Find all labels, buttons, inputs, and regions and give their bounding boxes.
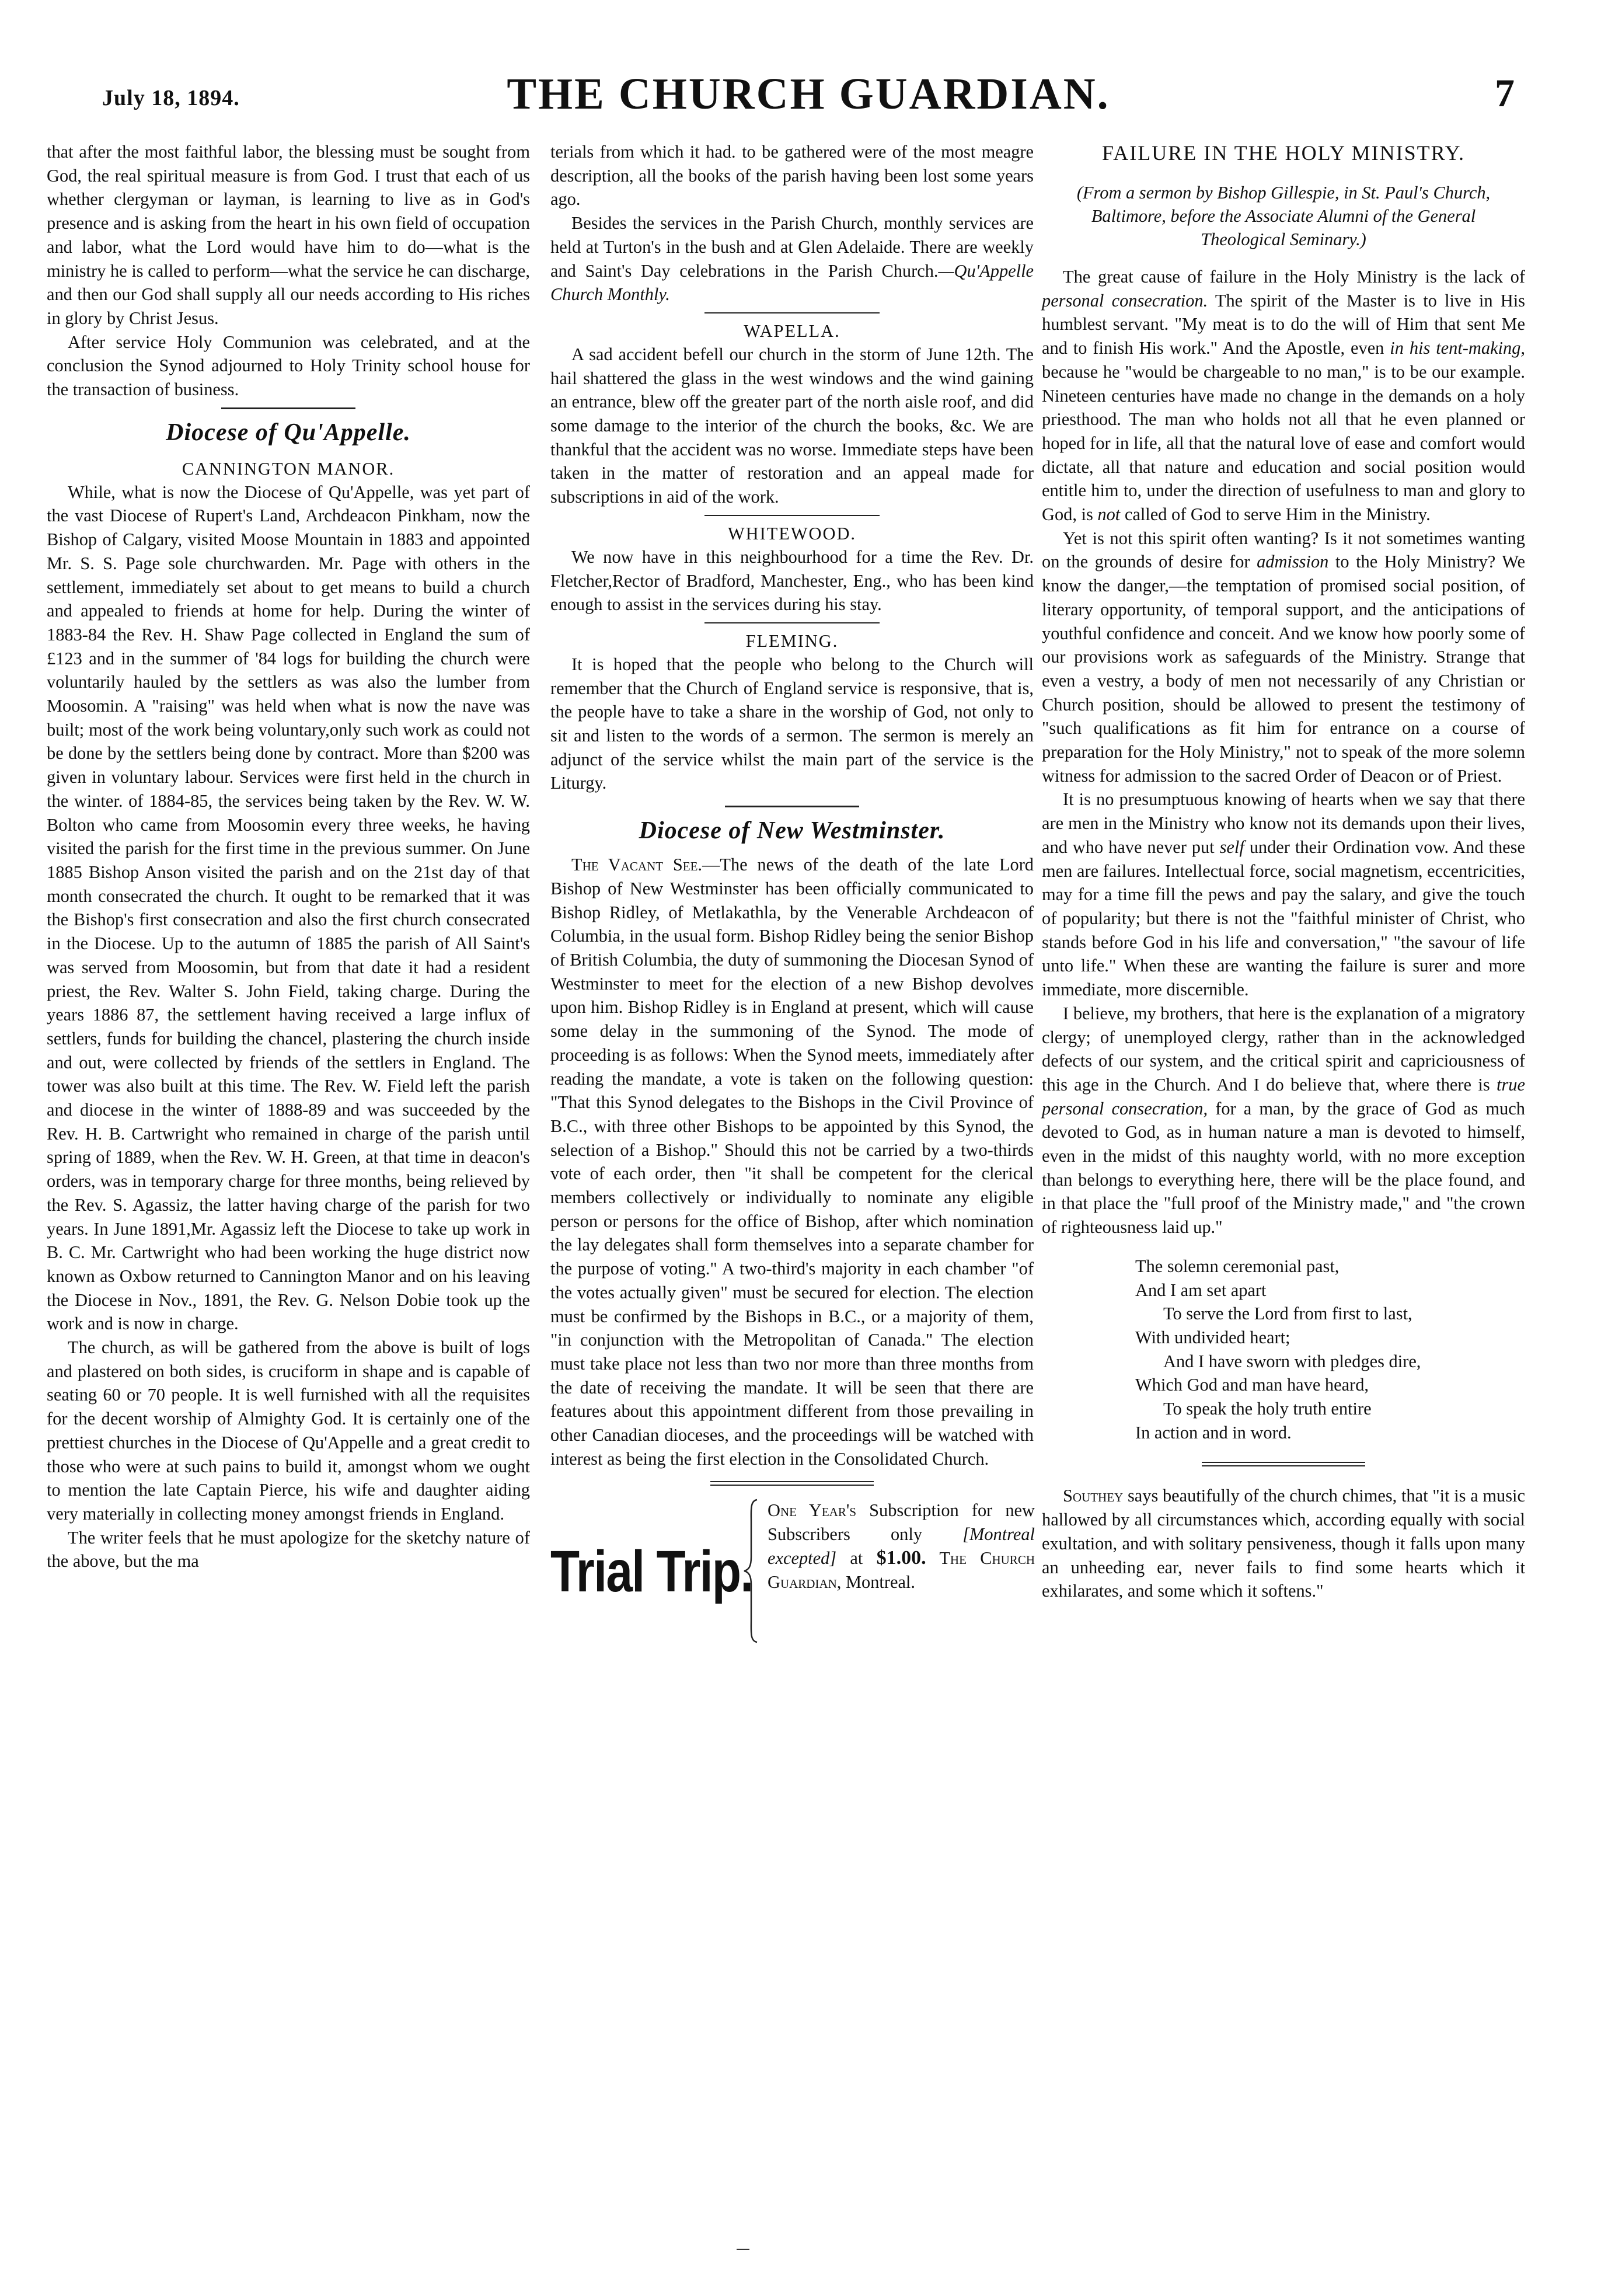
- article-title: FAILURE IN THE HOLY MINISTRY.: [1101, 141, 1466, 165]
- poem-line: To speak the holy truth entire: [1163, 1399, 1372, 1419]
- poem-line: The solemn ceremonial past,: [1135, 1256, 1340, 1276]
- masthead: [102, 69, 1515, 121]
- emphasis: admission: [1257, 552, 1329, 572]
- paragraph: [1042, 1484, 1525, 1603]
- poem-line: And I have sworn with pledges dire,: [1163, 1351, 1421, 1371]
- paragraph: [550, 211, 1034, 306]
- paragraph: [1042, 527, 1525, 788]
- column-3: [1042, 140, 1525, 1603]
- paragraph-text: —The news of the death of the late Lord Bishop of New Westminster has been officially communicated to Bishop Ridley, of Metlakathla, by the Venerable Archdeacon of Columbia, in the usual form. Bishop Ridley being the senior Bishop of British Columbia, the duty of summoning the Diocesan Synod of Westminster to meet for the election of a new Bishop devolves upon him. Bishop Ridley is in England at present, which will cause some delay in the summoning of the Synod. The mode of proceeding is as follows: When the Synod meets, immediately after reading the mandate, a vote is taken on the following question: "That this Synod delegates to the Bishops in the Civil Province of B.C., with three other Bishops to be appointed by this Synod, the selection of a Bishop." Should this not be carried by a two-thirds vote of each order, then "it shall be competent for the clerical members collectively or individually to nominate any eligible person or persons for the office of Bishop, after which nomination the lay delegates shall form themselves into a separate chamber for the purpose of voting." A two-third's majority in each chamber "of the votes actually given" must be secured for election. The election must be confirmed by the Bishops in B.C., or a majority of them, "in conjunction with the Metropolitan of Canada." The election must take place not less than two nor more than three months from the date of receiving the mandate. It will be seen that there are features about this appointment different from those prevailing in other Canadian dioceses, and the proceedings will be watched with interest as being the first election in the Consolidated Church.: [550, 855, 1034, 1469]
- poem-line: Which God and man have heard,: [1135, 1375, 1369, 1395]
- paragraph: [550, 853, 1034, 1471]
- emphasis: self: [1219, 837, 1244, 857]
- poem-line: And I am set apart: [1135, 1280, 1267, 1300]
- emphasis: not: [1097, 504, 1121, 525]
- emphasis: true personal consecration,: [1042, 1074, 1525, 1119]
- paragraph-text: for a man, by the grace of God as much devoted to God, as in human nature a man is devoted to himself, even in the midst of this naughty world, with no more exception than belongs to everything here, there will be the place found, and in that place the "full proof of the Ministry made," and "the crown of righteousness laid up.": [1042, 1098, 1525, 1238]
- paragraph-text: under their Ordination vow. And these men are failures. Intellectual force, social magnetism, eccentricities, may for a time fill the pews and pay the salary, and give the touch of popularity; but there is not the "faithful minister of Christ, who stands before God in his life and conversation," "the savour of life unto life." When these are wanting the failure is surer and more immediate, more discernible.: [1042, 837, 1525, 1000]
- ad-text-part: Subscription for new Subscribers only: [768, 1500, 1035, 1545]
- poem-line: In action and in word.: [1135, 1422, 1292, 1443]
- paragraph-text: to the Holy Ministry? We know the danger,—the temptation of promised social position, of literary opportunity, of temporal support, and the anticipations of youthful confidence and conceit. And we know how poorly some of our provisions work as safeguards of the Ministry. Strange that even a vestry, a body of men not necessarily of any Christian or Church position, should be allowed to present the testimony of "such qualifications as fit him for entrance on a course of preparation for the Holy Ministry," not to speak of the more solemn witness for admission to the sacred Order of Deacon or of Priest.: [1042, 552, 1526, 786]
- paragraph: It is hoped that the people who belong to the Church will remember that the Church of England service is responsive, that is, the people have to take a share in the worship of God, not only to sit and listen to the words of a sermon. The sermon is merely an adjunct of the service whilst the main part of the service is the Liturgy.: [550, 654, 1034, 793]
- ad-text: [768, 1499, 1035, 1594]
- ad-lead: One Year's: [768, 1500, 857, 1521]
- paragraph: [1042, 265, 1525, 527]
- paragraph-text: I believe, my brothers, that here is the explanation of a migratory clergy; of unemployed clergy, rather than in the acknowledged defects of our system, and the critical spirit and capriciousness of this age in the Church. And I do believe that, where there is: [1042, 1003, 1525, 1095]
- subsection-heading: FLEMING.: [745, 630, 839, 651]
- double-divider: [1202, 1462, 1365, 1466]
- subsection-heading: WHITEWOOD.: [727, 523, 856, 543]
- section-heading: Diocese of New Westminster.: [639, 817, 946, 845]
- newspaper-title: THE CHURCH GUARDIAN.: [507, 69, 1110, 119]
- ad-price: $1.00.: [876, 1546, 926, 1569]
- subsection-heading: CANNINGTON MANOR.: [182, 458, 395, 479]
- paragraph: [1042, 788, 1525, 1001]
- page-number: 7: [1495, 71, 1515, 115]
- ad-exception: [Montreal excepted]: [768, 1524, 1035, 1568]
- run-in-name: Southey: [1063, 1486, 1124, 1506]
- paragraph: We now have in this neighbourhood for a time the Rev. Dr. Fletcher,Rector of Bradford, Manchester, Eng., who has been kind enough to assist in the services during his stay.: [550, 546, 1034, 615]
- paragraph-text: because he "would be chargeable to no man," is to be our example. Nineteen centuries have made no change in the demands on a holy priesthood. The man who holds not all that he even planned or hoped for in life, all that the natural love of ease and comfort would dictate, all that nature and education and social position would entitle him to, under the direction of usefulness to man and glory to God, is: [1042, 361, 1525, 525]
- divider: [704, 622, 880, 623]
- article-subtitle: (From a sermon by Bishop Gillespie, in St. Paul's Church, Baltimore, before the Associate Alumni of the General Theological Seminary.): [1076, 183, 1491, 249]
- emphasis: personal consecration.: [1042, 290, 1208, 311]
- divider: [704, 312, 880, 313]
- run-in-heading: The Vacant See.: [571, 855, 703, 875]
- ad-publisher: The Church Guardian: [768, 1548, 1035, 1592]
- divider: [221, 407, 355, 409]
- column-1: [47, 140, 530, 1573]
- issue-date: July 18, 1894.: [102, 86, 240, 110]
- ad-text-part: , Montreal.: [836, 1572, 915, 1592]
- paragraph-text: The great cause of failure in the Holy Ministry is the lack of: [1063, 267, 1525, 287]
- paragraph: The church, as will be gathered from the above is built of logs and plastered on both sides, is cruciform in shape and is capable of seating 60 or 70 people. It is well furnished with all the requisites for the decent worship of Almighty God. It is certainly one of the prettiest churches in the Diocese of Qu'Appelle and a great credit to those who were at such pains to build it, amongst whom we ought to mention the late Captain Pierce, his wife and daughter aiding very materially in collecting money amongst friends in England.: [47, 1337, 530, 1524]
- subsection-heading: WAPELLA.: [744, 320, 840, 341]
- paragraph: that after the most faithful labor, the blessing must be sought from God, the real spiritual measure is from God. I trust that each of us whether clergyman or layman, is learning to live as in God's presence and is asking from the heart in his own field of occupation and labor, what the Lord would have him to do—what is the ministry he is called to perform—what the service he can discharge, and then our God shall supply all our needs according to His riches in glory by Christ Jesus.: [47, 142, 530, 328]
- double-divider: [710, 1481, 874, 1486]
- section-heading: Diocese of Qu'Appelle.: [166, 419, 411, 446]
- emphasis: in his tent-making,: [1390, 338, 1525, 358]
- poem-line: To serve the Lord from first to last,: [1163, 1304, 1412, 1324]
- paragraph: The writer feels that he must apologize for the sketchy nature of the above, but the ma: [47, 1527, 530, 1572]
- column-2: [550, 140, 1034, 1655]
- paragraph-text: The spirit of the Master is to live in His humblest servant. "My meat is to do the will of Him that sent Me and to finish His work." And the Apostle, even: [1042, 290, 1525, 358]
- poem: [1042, 1255, 1525, 1445]
- source-credit: —Qu'Appelle Church Monthly.: [550, 260, 1034, 305]
- brace-icon: [742, 1499, 759, 1643]
- paragraph-text: Besides the services in the Parish Church, monthly services are held at Turton's in the bush and at Glen Adelaide. There are weekly and Saint's Day celebrations in the Parish Church.: [550, 213, 1034, 281]
- paragraph-text: Yet is not this spirit often wanting? Is it not sometimes wanting on the grounds of desire for: [1042, 528, 1525, 572]
- paragraph: terials from which it had. to be gathered were of the most meagre description, all the books of the parish having been lost some years ago.: [550, 142, 1034, 210]
- footer-mark: [737, 2249, 749, 2250]
- ad-title: Trial Trip.: [550, 1539, 753, 1605]
- divider: [704, 515, 880, 516]
- paragraph-text: It is no presumptuous knowing of hearts when we say that there are men in the Ministry who know not its demands upon their lives, and who have never put: [1042, 789, 1525, 857]
- poem-line: With undivided heart;: [1135, 1327, 1290, 1347]
- divider: [725, 806, 859, 807]
- paragraph: While, what is now the Diocese of Qu'Appelle, was yet part of the vast Diocese of Rupert's Land, Archdeacon Pinkham, now the Bishop of Calgary, visited Moose Mountain in 1883 and appointed Mr. S. S. Page sole churchwarden. Mr. Page with others in the settlement, immediately set about to get means to build a church and appealed to friends at home for help. During the winter of 1883-84 the Rev. H. Shaw Page collected in England the sum of £123 and in the summer of '84 logs for building the church were voluntarily hauled by the settlers as was also the lumber from Moosomin. A "raising" was held when what is now the nave was built; most of the work being voluntary,only such work as could not be done by the settlers being done by contract. More than $200 was given in voluntary labour. Services were first held in the church in the winter. of 1884-85, the services being taken by the Rev. W. W. Bolton who came from Moosomin every three weeks, he having visited the parish for the first time in the previous summer. On June 1885 Bishop Anson visited the parish and on the 21st day of that month consecrated the church. It ought to be remarked that it was the Bishop's first consecration and also the first church consecrated in the Diocese. Up to the autumn of 1885 the parish of All Saint's was served from Moosomin, but from that date it had a resident priest, the Rev. Walter S. John Field, taking charge. During the years 1886 87, the settlement having received a large influx of settlers, funds for building the chancel, plastering the church inside and out, were collected by friends of the settlers in England. The tower was also built at this time. The Rev. W. Field left the parish and diocese in the winter of 1888-89 and was succeeded by the Rev. H. B. Cartwright who remained in charge of the parish until spring of 1889, when the Rev. W. H. Green, at that time in deacon's orders, was in temporary charge for three months, being relieved by the Rev. S. Agassiz, the latter having charge of the parish for two years. In June 1891,Mr. Agassiz left the Diocese to take up work in B. C. Mr. Cartwright who had been working the huge district now known as Oxbow returned to Cannington Manor and on his leaving the Diocese in Nov., 1891, the Rev. G. Nelson Dobie took up the work and is now in charge.: [47, 482, 530, 1334]
- paragraph: After service Holy Communion was celebrated, and at the conclusion the Synod adjourned to Holy Trinity school house for the transaction of business.: [47, 332, 530, 400]
- paragraph-text: called of God to serve Him in the Ministry.: [1120, 504, 1431, 525]
- paragraph-text: says beautifully of the church chimes, that "it is a music hallowed by all circumstances which, according equally with social exultation, and with solitary pensiveness, though it falls upon many an unheeding ear, never fails to find some hearts which it exhilarates, and some which it softens.": [1042, 1486, 1525, 1601]
- trial-trip-ad: [550, 1499, 1034, 1655]
- ad-text-part: at: [836, 1548, 877, 1568]
- paragraph: [1042, 1002, 1525, 1239]
- paragraph: A sad accident befell our church in the storm of June 12th. The hail shattered the glass in the west windows and the wind gaining an entrance, blew off the greater part of the north aisle roof, and did some damage to the interior of the church the books, &c. We are thankful that the accident was no worse. Immediate steps have been taken in the matter of restoration and an appeal made for subscriptions in aid of the work.: [550, 344, 1034, 507]
